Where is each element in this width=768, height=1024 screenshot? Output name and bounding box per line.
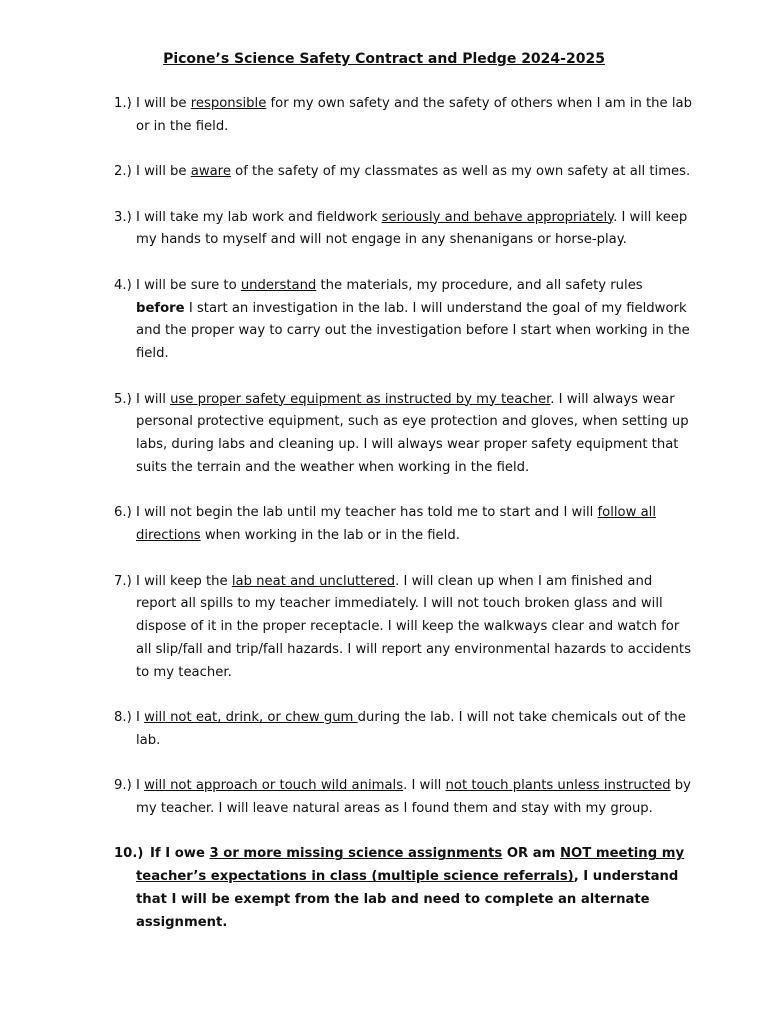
item-text: . I will always wear personal protective equipment, such as eye protection and gloves, when setting up labs, during labs and cleaning up. I will always wear proper safety equipment that suits the terrain and the weather when working in the field. [136,391,689,475]
item-underlined-text: 3 or more missing science assignments [209,846,503,862]
item-number: 6.) [114,505,132,521]
item-underlined-text: aware [190,164,231,180]
item-number: 3.) [114,209,132,225]
item-underlined-text: NOT meeting my teacher’s expectations in class (multiple science referrals) [136,846,685,885]
item-text: when working in the lab or in the field. [200,528,460,544]
item-underlined-text: understand [240,277,317,293]
item-underlined-text: not touch plants unless instructed [445,778,671,794]
item-text: OR am [502,846,561,862]
item-text: . I will [403,778,446,794]
item-text: I will not begin the lab until my teacher has told me to start and I will [136,505,598,521]
item-underlined-text: will not approach or touch wild animals [144,778,404,794]
pledge-item-10 [114,843,694,934]
pledge-item-2 [114,161,694,184]
item-text: for my own safety and the safety of others when I am in the lab or in the field. [136,96,692,134]
pledge-item-7 [114,571,694,685]
item-text: I start an investigation in the lab. I will understand the goal of my fieldwork and the proper way to carry out the investigation before I start when working in the field. [136,300,690,362]
item-number: 10.) [114,846,144,862]
item-underlined-text: will not eat, drink, or chew gum [144,710,358,726]
item-text: I will take my lab work and fieldwork [136,209,382,225]
item-underlined-text: follow all directions [136,505,657,544]
item-text: I will [136,391,171,407]
item-number: 7.) [114,573,132,589]
item-number: 8.) [114,710,132,726]
item-underlined-text: lab neat and uncluttered [231,573,396,589]
item-text: . I will clean up when I am finished and report all spills to my teacher immediately. I will not touch broken glass and will dispose of it in the proper receptacle. I will keep the walkways clear and watch for all slip/fall and trip/fall hazards. I will report any environmental hazards to accidents to my teacher. [136,573,691,680]
item-text: I [136,778,145,794]
item-text: I will keep the [136,573,232,589]
pledge-item-3 [114,207,694,253]
pledge-item-6 [114,502,694,548]
item-text: If I owe [150,846,210,862]
pledge-item-4 [114,275,694,366]
item-number: 5.) [114,391,132,407]
item-underlined-text: seriously and behave appropriately [381,209,614,225]
pledge-item-9 [114,775,694,821]
item-underlined-text: use proper safety equipment as instructed by my teacher [170,391,551,407]
pledge-list [114,93,694,935]
item-text: of the safety of my classmates as well as my own safety at all times. [230,164,691,180]
document-title: Picone’s Science Safety Contract and Pledge 2024-2025 [163,51,605,67]
item-number: 4.) [114,277,132,293]
item-underlined-text: responsible [190,96,267,111]
item-text: I will be [136,96,191,111]
item-text: I will be [136,164,191,180]
item-bold-text: before [136,300,185,316]
item-number: 2.) [114,164,132,180]
item-text: by my teacher. I will leave natural areas as I found them and stay with my group. [136,778,691,817]
item-text: I will be sure to [136,277,241,293]
pledge-item-5 [114,389,694,480]
pledge-item-8 [114,707,694,753]
item-number: 9.) [114,778,132,794]
item-number: 1.) [114,96,132,111]
pledge-item-1 [114,93,694,139]
item-text: . I will keep my hands to myself and will not engage in any shenanigans or horse-play. [136,209,688,248]
item-text: the materials, my procedure, and all safety rules [316,277,643,293]
item-text: I [136,710,145,726]
item-text: during the lab. I will not take chemicals out of the lab. [136,710,686,748]
item-text: , I understand that I will be exempt from the lab and need to complete an alternate assignment. [136,869,679,930]
